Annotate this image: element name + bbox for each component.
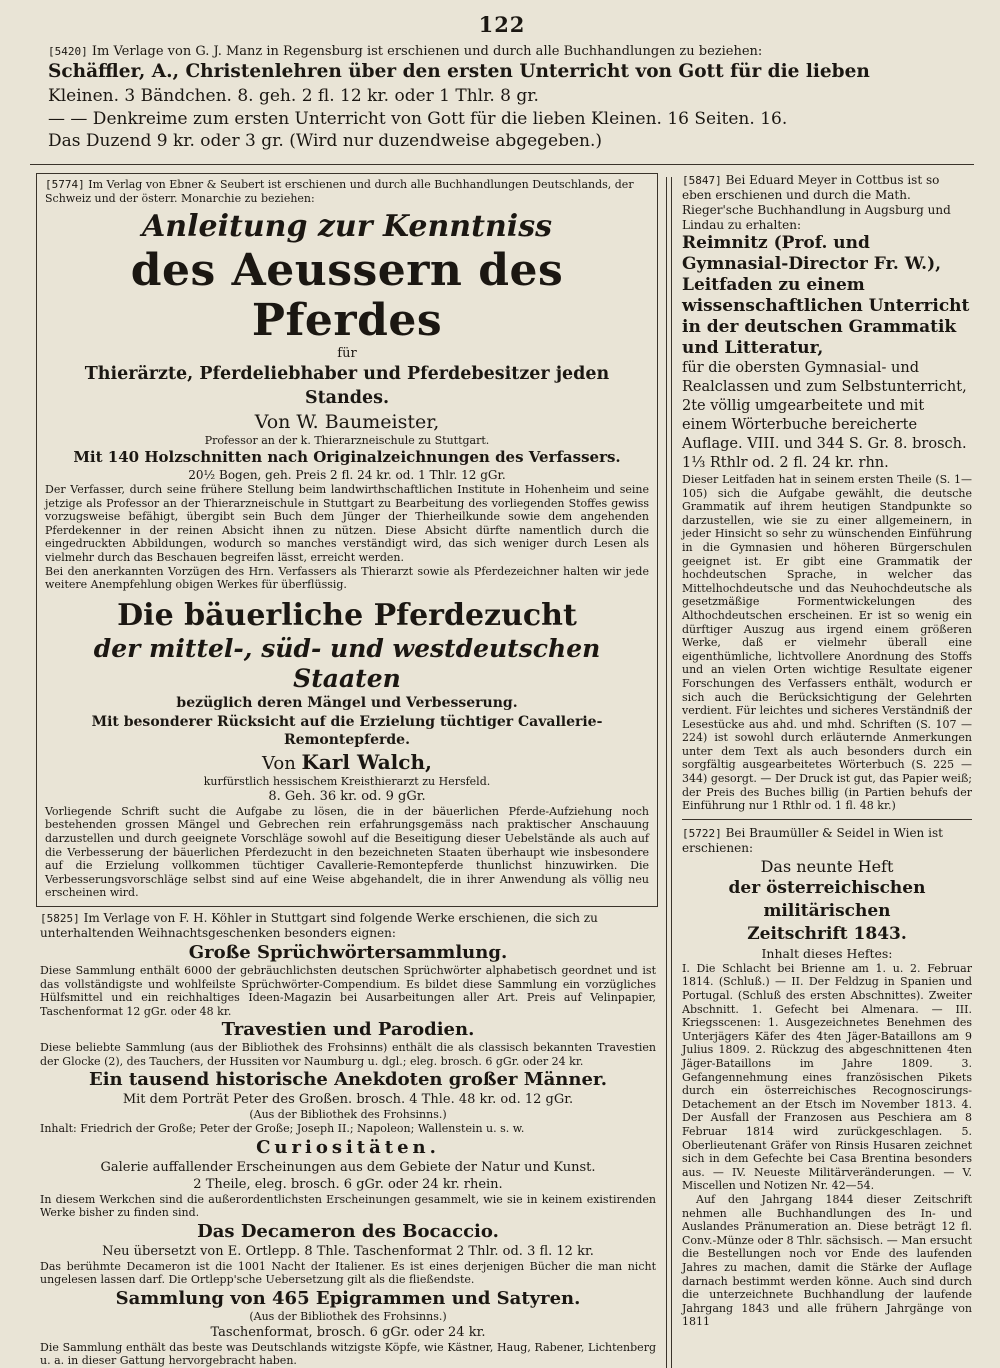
- book2-subtitle-2: Mit besonderer Rücksicht auf die Erzielung tüchtiger Cavallerie-: [91, 713, 603, 730]
- book2-title-italic: der mittel-, süd- und westdeutschen Staaten: [93, 633, 601, 693]
- item5-meta: Neu übersetzt von E. Ortlepp. 8 Thle. Taschenformat 2 Thlr. od. 3 fl. 12 kr.: [102, 1243, 594, 1259]
- book2-author: Von Karl Walch,: [262, 749, 432, 774]
- columns: [30, 173, 974, 1368]
- item3-title: Ein tausend historische Anekdoten großer Männer.: [88, 1069, 608, 1091]
- author-title: Professor an der k. Thierarzneischule zu Stuttgart.: [204, 434, 490, 447]
- price: 20½ Bogen, geh. Preis 2 fl. 24 kr. od. 1 Thlr. 12 gGr.: [188, 468, 506, 482]
- journal-year: Zeitschrift 1843.: [747, 923, 907, 944]
- book-title-main: des Aeussern des Pferdes: [130, 245, 564, 346]
- item6-desc: Die Sammlung enthält das beste was Deutschlands witzigste Köpfe, wie Kästner, Haug, Rabener, Lichtenberg u. a. in dieser Gattung hervorgebracht haben.: [40, 1340, 656, 1368]
- author: Von W. Baumeister,: [254, 411, 440, 433]
- divider: [30, 164, 974, 165]
- ad-meyer: [682, 173, 972, 813]
- ad-line3: — — Denkreime zum ersten Unterricht von Gott für die lieben Kleinen. 16 Seiten. 16.: [48, 109, 788, 129]
- item1-desc: Diese Sammlung enthält 6000 der gebräuchlichsten deutschen Sprüchwörter alphabetisch geordnet und ist das vollständigste und wohlfeilste Sprüchwörter-Compendium. Es bildet diese Sammlung ein vorzügliches Hülfsmittel und ein reichhaltiges Ideen-Magazin bei Ausarbeitungen aller Art. Preis auf Velinpapier, Taschenformat 12 gGr. oder 48 kr.: [40, 963, 656, 1018]
- subscription-text: Auf den Jahrgang 1844 dieser Zeitschrift nehmen alle Buchhandlungen des In- und Auslandes Pränumeration an. Diese beträgt 12 fl. Conv.-Münze oder 8 Thlr. sächsisch. — Man ersucht die Bestellungen noch vor Ende des laufenden Jahres zu machen, damit die Stärke der Auflage darnach bestimmt werden könne. Auch sind durch die unterzeichnete Buchhandlung der laufende Jahrgang 1843 und alle frühern Jahrgänge von 1811: [682, 1192, 972, 1329]
- book-description: Dieser Leitfaden hat in seinem ersten Theile (S. 1—105) sich die Aufgabe gewählt, die deutsche Grammatik auf ihrem heutigen Standpunkte so darzustellen, wie sie zu einer allgemeinern, in jeder Hinsicht so sehr zu wünschenden Einführung in die Gymnasien und höheren Bürgerschulen geeignet ist. Er gibt eine Grammatik der hochdeutschen Sprache, in welcher das Mittelhochdeutsche und das Neuhochdeutsche als gesetzmäßige Formentwickelungen des Althochdeutschen erscheinen. Er ist so wenig ein dürftiger Auszug aus irgend einem größeren Werke, daß er vielmehr überall eine eigenthümliche, lichtvollere Anordnung des Stoffs und an vielen Orten wichtige Resultate eigener Forschungen des Verfassers enthält, wodurch er sich auch die Berücksichtigung der Gelehrten verdient. Für leichtes und sicheres Verständniß der Lesestücke aus ahd. und mhd. Schriften (S. 107 — 224) ist sowohl durch erläuternde Anmerkungen unter dem Text als auch besonders durch ein sorgfältig ausgearbeitetes Wörterbuch (S. 225 — 344) gesorgt. — Der Druck ist gut, das Papier weiß; der Preis des Buches billig (in Partien behufs der Einführung nur 1 Rthlr od. 1 fl. 48 kr.): [682, 473, 972, 813]
- item6-title: Sammlung von 465 Epigrammen und Satyren.: [115, 1288, 581, 1310]
- item2-desc: Diese beliebte Sammlung (aus der Bibliothek des Frohsinns) enthält die als classisch bekannten Travestien der Glocke (2), des Tauchers, der Hussiten vor Naumburg u. dgl.; eleg. brosch. 6 gGr. oder 24 kr.: [40, 1041, 656, 1068]
- ad-title-line: Schäffler, A., Christenlehren über den ersten Unterricht von Gott für die lieben: [48, 61, 870, 82]
- item6-meta: (Aus der Bibliothek des Frohsinns.): [249, 1310, 447, 1324]
- book-title: Reimnitz (Prof. und Gymnasial-Director Fr. W.), Leitfaden zu einem wissenschaftlichen Unterricht in der deutschen Grammatik und Litteratur,: [682, 233, 970, 358]
- book2-subtitle-3: Remontepferde.: [284, 731, 410, 748]
- ad-koehler: [36, 907, 658, 1368]
- ad-tag: [5774]: [45, 178, 85, 191]
- ad-price-line: Kleinen. 3 Bändchen. 8. geh. 2 fl. 12 kr. oder 1 Thlr. 8 gr.: [48, 86, 539, 106]
- item2-title: Travestien und Parodien.: [221, 1019, 475, 1041]
- contents-heading: Inhalt dieses Heftes:: [761, 945, 893, 961]
- item3-desc: Inhalt: Friedrich der Große; Peter der Große; Joseph II.; Napoleon; Wallenstein u. s. w.: [40, 1122, 525, 1136]
- book2-subtitle: bezüglich deren Mängel und Verbesserung.: [176, 694, 518, 711]
- ad-line4: Das Duzend 9 kr. oder 3 gr. (Wird nur duzendweise abgegeben.): [48, 131, 603, 151]
- issue-line: Das neunte Heft: [760, 856, 894, 876]
- ad-tag: [5825]: [40, 911, 80, 925]
- item3-meta: Mit dem Porträt Peter des Großen. brosch. 4 Thle. 48 kr. od. 12 gGr.: [122, 1092, 574, 1108]
- item1-title: Große Sprüchwörtersammlung.: [188, 941, 508, 963]
- journal-title: der österreichischen militärischen: [728, 877, 926, 921]
- ad-tag: [5420]: [48, 45, 88, 58]
- ad-header: Im Verlage von F. H. Köhler in Stuttgart sind folgende Werke erschienen, die sich zu unterhaltenden Weihnachtsgeschenken besonders eignen:: [40, 910, 598, 940]
- column-rule: [666, 177, 667, 1368]
- item3-meta-2: (Aus der Bibliothek des Frohsinns.): [249, 1108, 447, 1122]
- contents-text: I. Die Schlacht bei Brienne am 1. u. 2. Februar 1814. (Schluß.) — II. Der Feldzug in Spanien und Portugal. (Schluß des ersten Abschnittes). Zweiter Abschnitt. 1. Gefecht bei Almenara. — III. Kriegsscenen: 1. Ausgezeichnetes Benehmen des Unterjägers Käfer des 4ten Jäger-Bataillons am 9 Julius 1809. 2. Rückzug des abgeschnittenen 4ten Jäger-Bataillons im Jahre 1809. 3. Gefangennehmung eines französischen Pikets durch ein österreichisches Recognoscirungs-Detachement an der Etsch im November 1813. 4. Der Ausfall der Franzosen aus Peschiera am 8 Februar 1814 wird zurückgeschlagen. 5. Oberlieutenant Gräfer von Rinsis Husaren zeichnet sich in dem Gefechte bei Casa Brentina besonders aus. — IV. Neueste Militärveränderungen. — V. Miscellen und Notizen Nr. 42—54.: [682, 961, 972, 1193]
- item4-desc: In diesem Werkchen sind die außerordentlichsten Erscheinungen gesammelt, wie sie in keinem existirenden Werke bisher zu finden sind.: [40, 1192, 656, 1220]
- ad-manz: [30, 43, 974, 158]
- item5-title: Das Decameron des Bocaccio.: [197, 1220, 499, 1242]
- book2-author-title: kurfürstlich hessischem Kreisthierarzt zu Hersfeld.: [203, 774, 491, 788]
- ad-braumueller-seidel: [682, 826, 972, 1329]
- ad-header: Im Verlage von G. J. Manz in Regensburg ist erschienen und durch alle Buchhandlungen zu beziehen:: [91, 44, 763, 59]
- item5-desc: Das berühmte Decameron ist die 1001 Nacht der Italiener. Es ist eines derjenigen Bücher die man nicht ungelesen lassen darf. Die Ortlepp'sche Uebersetzung gilt als die fließendste.: [40, 1259, 656, 1287]
- ad-tag: [5722]: [682, 826, 722, 840]
- book2-title: Die bäuerliche Pferdezucht: [117, 597, 577, 633]
- book-title-italic: Anleitung zur Kenntniss: [142, 209, 552, 244]
- fuer-label: für: [337, 346, 357, 361]
- divider: [682, 819, 972, 820]
- author-name: Karl Walch,: [301, 749, 432, 774]
- book2-price: 8. Geh. 36 kr. od. 9 gGr.: [268, 788, 426, 804]
- ad-header: Bei Braumüller & Seidel in Wien ist erschienen:: [682, 825, 943, 855]
- right-column: [672, 173, 974, 1368]
- book-details: für die obersten Gymnasial- und Realclassen und zum Selbstunterricht, 2te völlig umgearbeitete und mit einem Wörterbuche bereicherte Auflage. VIII. und 344 S. Gr. 8. brosch. 1⅓ Rthlr od. 2 fl. 24 kr. rhn.: [682, 360, 967, 471]
- illustrations: Mit 140 Holzschnitten nach Originalzeichnungen des Verfassers.: [73, 448, 621, 466]
- description-1: Der Verfasser, durch seine frühere Stellung beim landwirthschaftlichen Institute in Hohenheim und seine jetzige als Professor an der Thierarzneischule in Stuttgart zu Bearbeitung des vorliegenden Stoffes gewiss vorzugsweise befähigt, übergibt sein Buch dem Jünger der Thierheilkunde sowie dem angehenden Pferdekenner in der reinen Absicht ihnen zu nützen. Diese Absicht dürfte namentlich durch die eingedruckten Abbildungen, wodurch so manches verständigt wird, das sich weniger durch Lesen als vielmehr durch das Beschauen begreifen lässt, erreicht werden.: [45, 483, 649, 564]
- ad-tag: [5847]: [682, 174, 722, 187]
- item6-meta-2: Taschenformat, brosch. 6 gGr. oder 24 kr.: [210, 1324, 486, 1340]
- ad-ebner-seubert: [36, 173, 658, 907]
- description-2: Bei den anerkannten Vorzügen des Hrn. Verfassers als Thierarzt sowie als Pferdezeichner halten wir jede weitere Anempfehlung obigen Werkes für überflüssig.: [45, 564, 649, 592]
- page-number: 122: [478, 12, 526, 37]
- left-column: [30, 173, 666, 1368]
- item4-title: Curiositäten.: [256, 1136, 440, 1158]
- item4-meta: Galerie auffallender Erscheinungen aus dem Gebiete der Natur und Kunst.: [100, 1159, 596, 1175]
- item4-meta-2: 2 Theile, eleg. brosch. 6 gGr. oder 24 kr. rhein.: [193, 1176, 503, 1192]
- ad-header: Bei Eduard Meyer in Cottbus ist so eben erschienen und durch die Math. Rieger'sche Buchhandlung in Augsburg und Lindau zu erhalten:: [682, 173, 951, 232]
- book2-description: Vorliegende Schrift sucht die Aufgabe zu lösen, die in der bäuerlichen Pferde-Aufziehung noch bestehenden grossen Mängel und Gebrechen rein erfahrungsgemäss nach praktischer Anschauung darzustellen und durch geeignete Vorschläge sowohl auf die Beseitigung dieser Uebelstände als auch auf die Verbesserung der bäuerlichen Pferdezucht in den bezeichneten Staaten überhaupt wie insbesondere auf die Erzielung vollkommen tüchtiger Cavallerie-Remontepferde thunlichst hinzuwirken. Die Verbesserungsvorschläge selbst sind auf eine Weise abgehandelt, die in ihrer Anwendung als völlig neu erscheinen wird.: [45, 804, 649, 900]
- audience: Thierärzte, Pferdeliebhaber und Pferdebesitzer jeden Standes.: [84, 364, 610, 408]
- ad-intro: Im Verlag von Ebner & Seubert ist erschienen und durch alle Buchhandlungen Deutschlands, der Schweiz und der österr. Monarchie zu beziehen:: [45, 178, 634, 205]
